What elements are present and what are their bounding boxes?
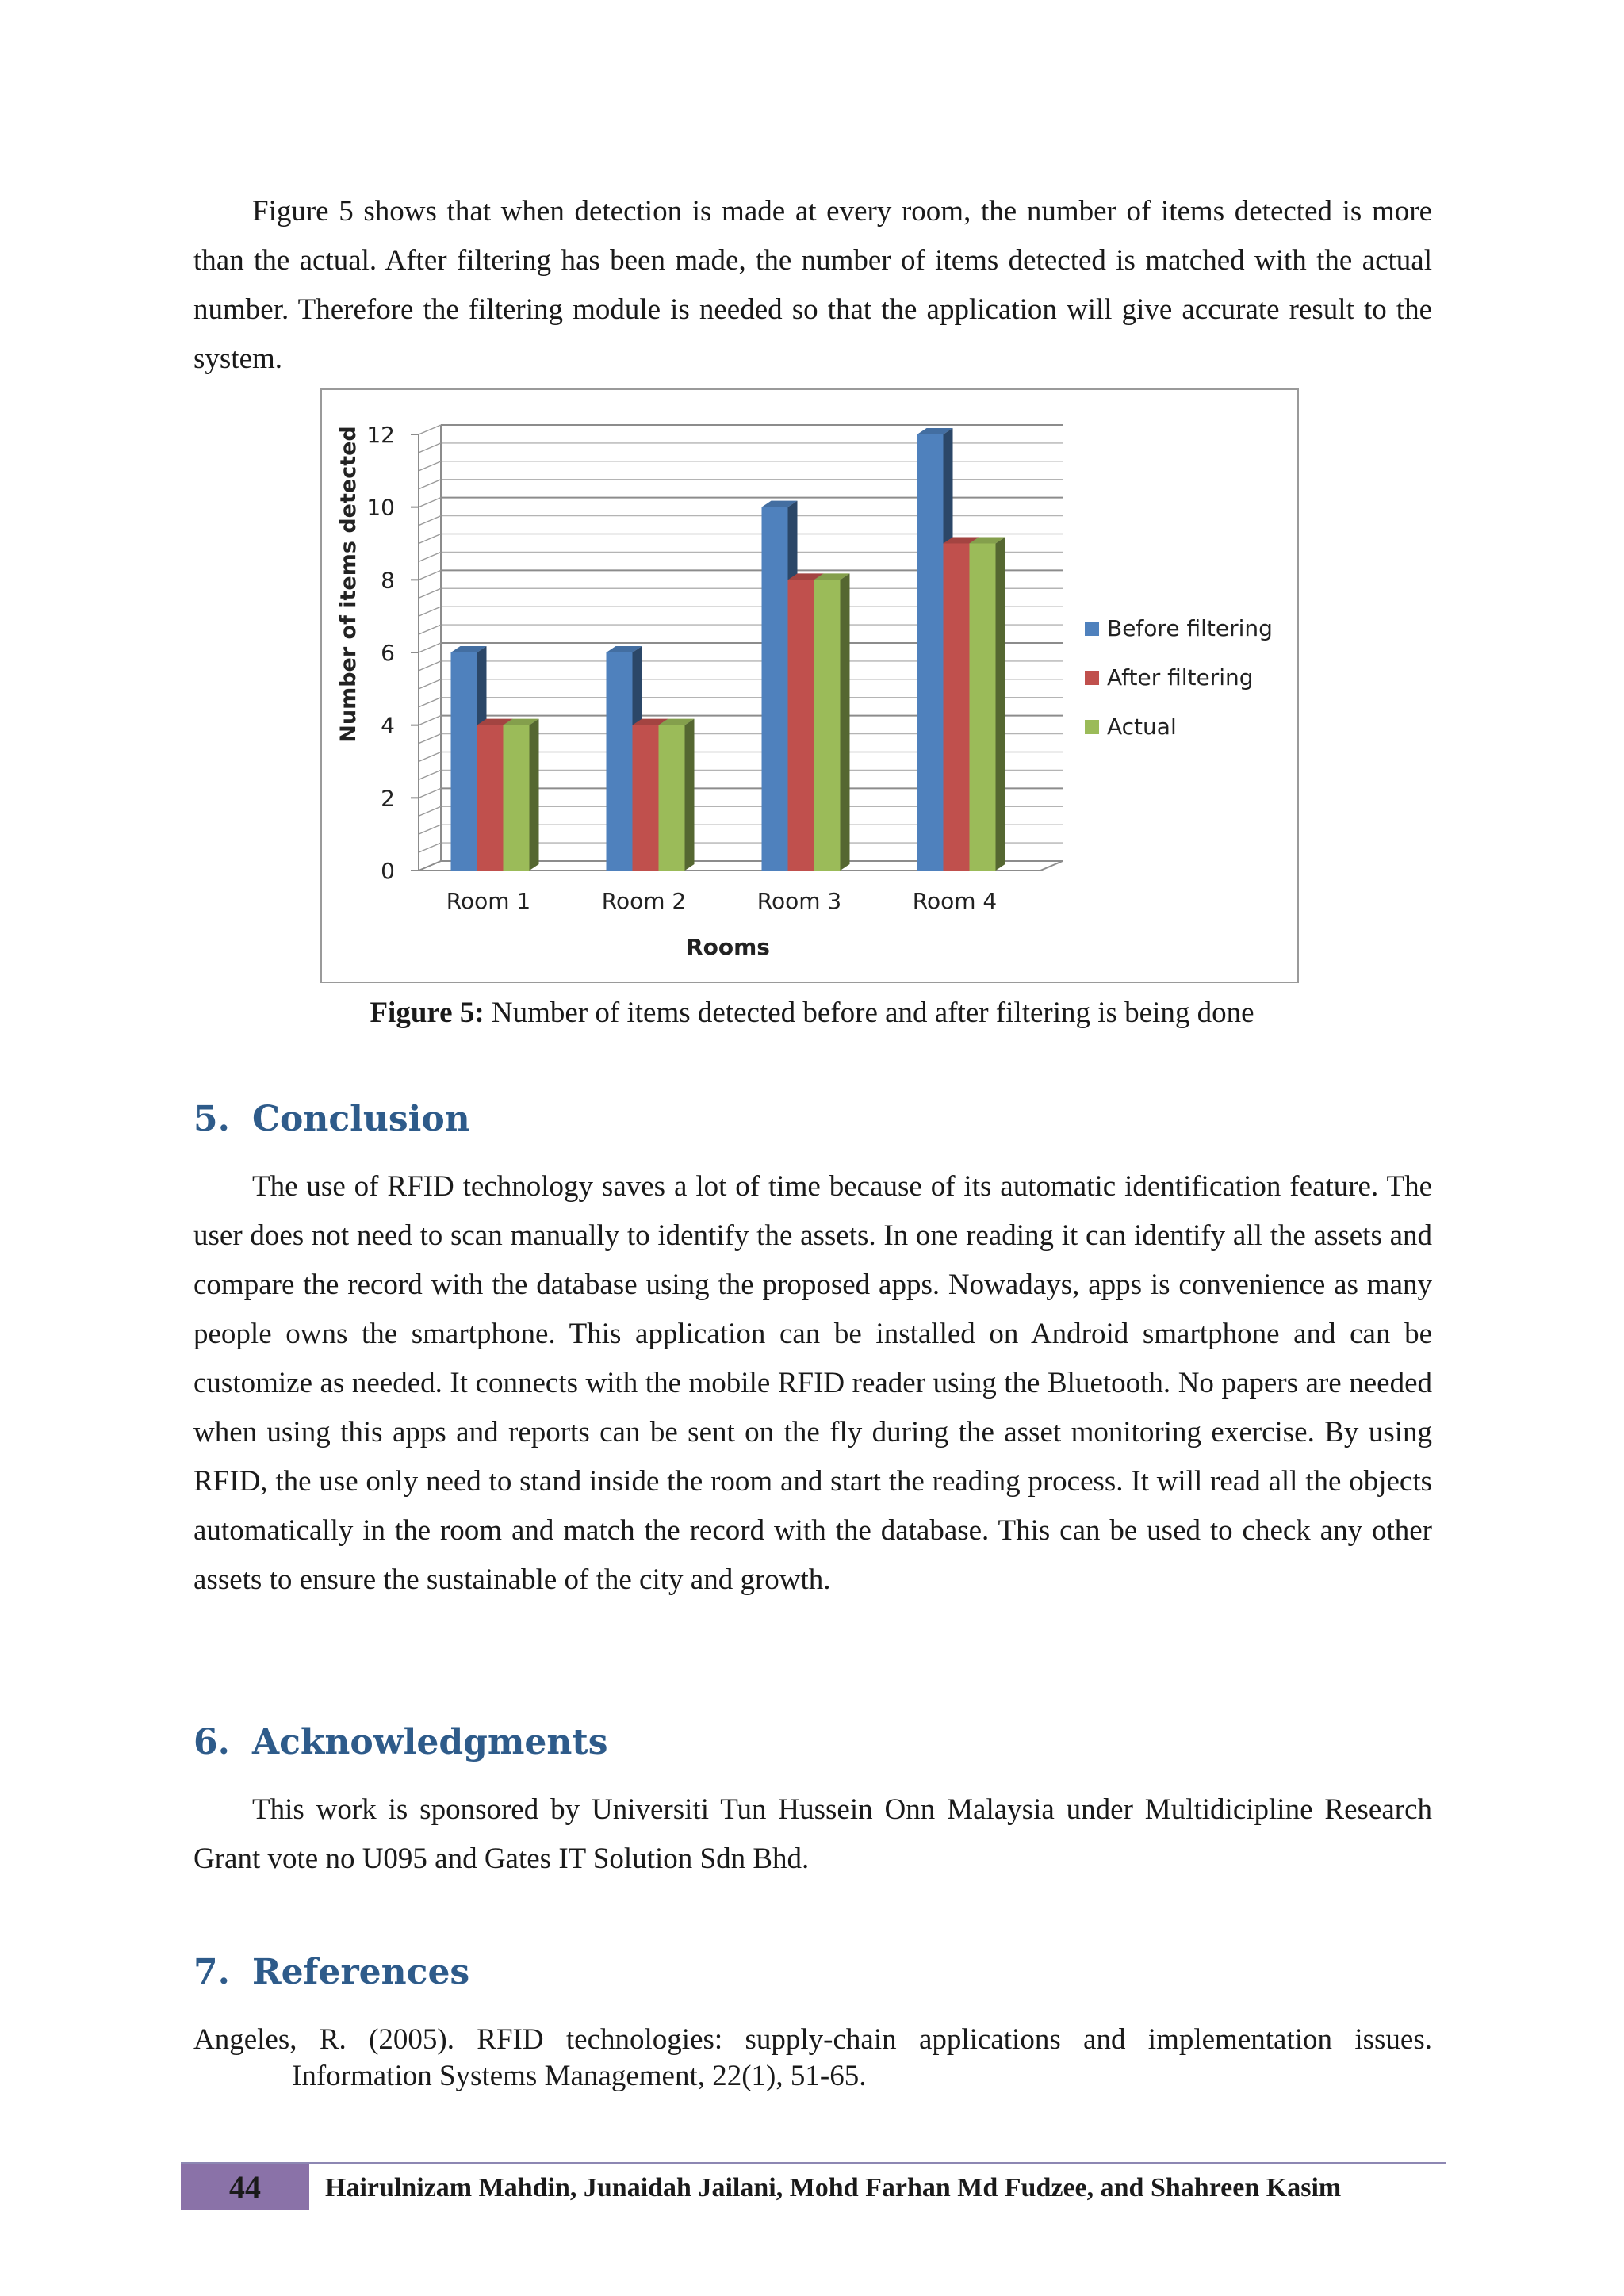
side-gridline bbox=[419, 643, 441, 652]
y-tick-label: 8 bbox=[381, 567, 395, 594]
bar-chart bbox=[322, 390, 1297, 982]
bar-side bbox=[996, 538, 1005, 871]
bar bbox=[451, 652, 477, 871]
figure-label: Figure 5: bbox=[370, 997, 485, 1029]
side-gridline bbox=[419, 788, 441, 798]
bar bbox=[607, 652, 633, 871]
y-tick-label: 12 bbox=[366, 422, 395, 448]
bar bbox=[917, 434, 944, 871]
bar bbox=[504, 725, 530, 871]
chart-legend bbox=[1085, 615, 1273, 740]
y-axis-label: Number of items detected bbox=[336, 426, 361, 743]
side-gridline bbox=[419, 461, 441, 471]
bar-side bbox=[530, 719, 539, 871]
footer-rule bbox=[181, 2162, 1446, 2164]
side-gridline bbox=[419, 770, 441, 779]
y-tick-label: 10 bbox=[366, 494, 395, 521]
x-tick-label: Room 3 bbox=[756, 888, 842, 914]
y-tick-label: 2 bbox=[381, 785, 395, 812]
side-gridline bbox=[419, 570, 441, 580]
conclusion-paragraph: The use of RFID technology saves a lot of time because of its automatic identification feature. The user does not need to scan manually to identify the assets. In one reading it can identify all the assets and compare the record with the database using the proposed apps. Nowadays, apps is convenience as many people owns the smartphone. This application can be installed on Android smartphone and can be customize as needed. It connects with the mobile RFID reader using the Bluetooth. No papers are needed when using this apps and reports can be sent on the fly during the asset monitoring exercise. By using RFID, the use only need to stand inside the room and start the reading process. It will read all the objects automatically in the room and match the record with the database. This can be used to check any other assets to ensure the sustainable of the city and growth. bbox=[193, 1170, 1432, 1596]
figure-5-chart bbox=[320, 388, 1299, 983]
side-gridline bbox=[419, 480, 441, 489]
side-gridline bbox=[419, 625, 441, 634]
bar-side bbox=[685, 719, 695, 871]
side-gridline bbox=[419, 588, 441, 598]
y-tick-label: 6 bbox=[381, 640, 395, 666]
bar bbox=[659, 725, 685, 871]
section-title: References bbox=[252, 1952, 470, 1992]
section-title: Conclusion bbox=[252, 1099, 470, 1139]
bar bbox=[814, 580, 841, 871]
side-gridline bbox=[419, 516, 441, 526]
side-gridline bbox=[419, 825, 441, 834]
legend-label: After filtering bbox=[1107, 664, 1254, 691]
section-heading-acknowledgments bbox=[193, 1722, 608, 1762]
bar bbox=[762, 507, 788, 871]
bar bbox=[970, 544, 996, 871]
reference-entry: Angeles, R. (2005). RFID technologies: supply-chain applications and implementation issues. Information Systems Management, 22(1), 51-65. bbox=[193, 2023, 1432, 2092]
section-number: 5. bbox=[193, 1099, 230, 1139]
side-gridline bbox=[419, 534, 441, 544]
bar bbox=[944, 544, 970, 871]
x-axis-label: Rooms bbox=[686, 934, 770, 960]
side-gridline bbox=[419, 734, 441, 744]
side-gridline bbox=[419, 425, 441, 434]
side-gridline bbox=[419, 679, 441, 689]
legend-swatch bbox=[1085, 622, 1099, 636]
y-tick-label: 0 bbox=[381, 858, 395, 884]
side-gridline bbox=[419, 552, 441, 561]
x-tick-label: Room 4 bbox=[912, 888, 998, 914]
figure-caption bbox=[0, 996, 1624, 1030]
intro-paragraph: Figure 5 shows that when detection is made at every room, the number of items detected is more than the actual. After filtering has been made, the number of items detected is matched with the actual number. Therefore the filtering module is needed so that the application will give accurate result to the system. bbox=[193, 195, 1432, 375]
bar-side bbox=[841, 573, 850, 871]
bar bbox=[633, 725, 659, 871]
side-gridline bbox=[419, 443, 441, 453]
footer-authors: Hairulnizam Mahdin, Junaidah Jailani, Mohd Farhan Md Fudzee, and Shahreen Kasim bbox=[325, 2173, 1342, 2202]
side-gridline bbox=[419, 607, 441, 616]
section-title: Acknowledgments bbox=[252, 1722, 608, 1762]
side-gridline bbox=[419, 806, 441, 816]
side-gridline bbox=[419, 661, 441, 671]
section-number: 6. bbox=[193, 1722, 230, 1762]
legend-label: Before filtering bbox=[1107, 615, 1273, 641]
chart-bars bbox=[451, 428, 1005, 871]
side-gridline bbox=[419, 752, 441, 762]
y-tick-label: 4 bbox=[381, 712, 395, 739]
bar bbox=[477, 725, 504, 871]
legend-swatch bbox=[1085, 720, 1099, 734]
legend-swatch bbox=[1085, 671, 1099, 685]
acknowledgments-paragraph: This work is sponsored by Universiti Tun Hussein Onn Malaysia under Multidicipline Research Grant vote no U095 and Gates IT Solution Sdn Bhd. bbox=[193, 1793, 1432, 1875]
bar bbox=[788, 580, 814, 871]
x-tick-label: Room 1 bbox=[446, 888, 531, 914]
side-gridline bbox=[419, 843, 441, 852]
legend-label: Actual bbox=[1107, 714, 1177, 740]
page-number: 44 bbox=[181, 2164, 309, 2210]
side-gridline bbox=[419, 698, 441, 707]
side-gridline bbox=[419, 716, 441, 725]
section-heading-references bbox=[193, 1952, 469, 1992]
side-gridline bbox=[419, 498, 441, 507]
section-number: 7. bbox=[193, 1952, 230, 1992]
section-heading-conclusion bbox=[193, 1099, 470, 1139]
x-tick-label: Room 2 bbox=[601, 888, 687, 914]
figure-caption-text: Number of items detected before and after filtering is being done bbox=[491, 997, 1254, 1029]
